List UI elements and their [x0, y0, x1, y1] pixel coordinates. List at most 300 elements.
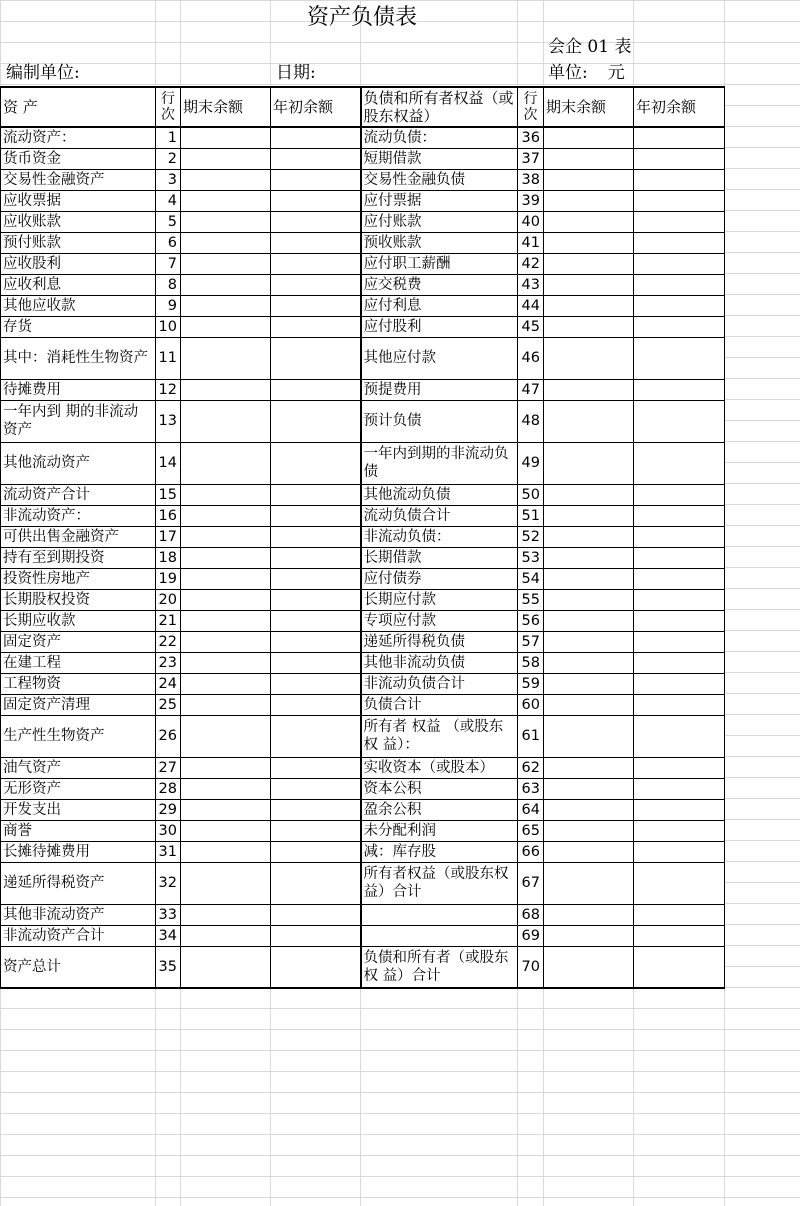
liability-end-balance[interactable]: [544, 190, 634, 211]
header-begin-balance: 年初余额: [271, 87, 361, 127]
asset-begin-balance[interactable]: [271, 610, 361, 631]
asset-line-no: 23: [156, 652, 181, 673]
asset-end-balance[interactable]: [181, 610, 271, 631]
liability-begin-balance[interactable]: [634, 484, 725, 505]
asset-line-no: 13: [156, 400, 181, 442]
header-begin-balance-right: 年初余额: [634, 87, 725, 127]
liability-begin-balance[interactable]: [634, 631, 725, 652]
table-row: [1, 631, 725, 652]
table-row: [1, 904, 725, 925]
liability-name: 非流动负债合计: [361, 673, 518, 694]
asset-name: 长期股权投资: [1, 589, 156, 610]
asset-end-balance[interactable]: [181, 379, 271, 400]
table-row: [1, 610, 725, 631]
liability-begin-balance[interactable]: [634, 274, 725, 295]
table-row: [1, 253, 725, 274]
asset-begin-balance[interactable]: [271, 148, 361, 169]
asset-end-balance[interactable]: [181, 232, 271, 253]
asset-name: 待摊费用: [1, 379, 156, 400]
asset-line-no: 26: [156, 715, 181, 757]
asset-name: 投资性房地产: [1, 568, 156, 589]
liability-name: 应付债券: [361, 568, 518, 589]
liability-line-no: 69: [518, 925, 544, 946]
asset-begin-balance[interactable]: [271, 484, 361, 505]
liability-end-balance[interactable]: [544, 400, 634, 442]
liability-line-no: 65: [518, 820, 544, 841]
liability-end-balance[interactable]: [544, 316, 634, 337]
liability-begin-balance[interactable]: [634, 295, 725, 316]
asset-end-balance[interactable]: [181, 778, 271, 799]
liability-name: 流动负债合计: [361, 505, 518, 526]
asset-begin-balance[interactable]: [271, 337, 361, 379]
asset-end-balance[interactable]: [181, 295, 271, 316]
liability-begin-balance[interactable]: [634, 862, 725, 904]
asset-line-no: 31: [156, 841, 181, 862]
asset-begin-balance[interactable]: [271, 127, 361, 148]
asset-line-no: 27: [156, 757, 181, 778]
asset-line-no: 6: [156, 232, 181, 253]
asset-line-no: 11: [156, 337, 181, 379]
asset-end-balance[interactable]: [181, 274, 271, 295]
table-row: [1, 715, 725, 757]
asset-name: 应收利息: [1, 274, 156, 295]
liability-line-no: 61: [518, 715, 544, 757]
asset-begin-balance[interactable]: [271, 547, 361, 568]
liability-end-balance[interactable]: [544, 253, 634, 274]
asset-line-no: 25: [156, 694, 181, 715]
table-row: [1, 505, 725, 526]
asset-name: 递延所得税资产: [1, 862, 156, 904]
table-row: [1, 442, 725, 484]
liability-line-no: 50: [518, 484, 544, 505]
liability-begin-balance[interactable]: [634, 715, 725, 757]
liability-end-balance[interactable]: [544, 589, 634, 610]
date-label: 日期:: [276, 63, 316, 83]
liability-end-balance[interactable]: [544, 757, 634, 778]
liability-name: 预提费用: [361, 379, 518, 400]
asset-begin-balance[interactable]: [271, 211, 361, 232]
liability-name: 负债合计: [361, 694, 518, 715]
asset-name: 流动资产合计: [1, 484, 156, 505]
liability-line-no: 38: [518, 169, 544, 190]
asset-end-balance[interactable]: [181, 148, 271, 169]
liability-line-no: 39: [518, 190, 544, 211]
asset-line-no: 28: [156, 778, 181, 799]
liability-name: 长期应付款: [361, 589, 518, 610]
header-end-balance-right: 期末余额: [544, 87, 634, 127]
asset-line-no: 4: [156, 190, 181, 211]
liability-line-no: 60: [518, 694, 544, 715]
liability-name: [361, 904, 518, 925]
asset-end-balance[interactable]: [181, 673, 271, 694]
asset-line-no: 10: [156, 316, 181, 337]
header-liabilities-equity: 负债和所有者权益（或股东权益）: [361, 87, 518, 127]
liability-begin-balance[interactable]: [634, 694, 725, 715]
liability-begin-balance[interactable]: [634, 505, 725, 526]
asset-name: 非流动资产：: [1, 505, 156, 526]
asset-begin-balance[interactable]: [271, 946, 361, 988]
asset-end-balance[interactable]: [181, 190, 271, 211]
asset-line-no: 29: [156, 799, 181, 820]
asset-end-balance[interactable]: [181, 652, 271, 673]
liability-end-balance[interactable]: [544, 169, 634, 190]
asset-end-balance[interactable]: [181, 484, 271, 505]
asset-line-no: 20: [156, 589, 181, 610]
asset-name: 商誉: [1, 820, 156, 841]
asset-end-balance[interactable]: [181, 337, 271, 379]
liability-end-balance[interactable]: [544, 232, 634, 253]
header-line-no: 行次: [156, 87, 181, 127]
table-row: [1, 862, 725, 904]
liability-end-balance[interactable]: [544, 211, 634, 232]
asset-name: 长期应收款: [1, 610, 156, 631]
asset-name: 其他应收款: [1, 295, 156, 316]
asset-end-balance[interactable]: [181, 547, 271, 568]
asset-end-balance[interactable]: [181, 526, 271, 547]
liability-begin-balance[interactable]: [634, 820, 725, 841]
liability-begin-balance[interactable]: [634, 316, 725, 337]
asset-end-balance[interactable]: [181, 757, 271, 778]
asset-name: 固定资产清理: [1, 694, 156, 715]
asset-line-no: 9: [156, 295, 181, 316]
table-row: [1, 799, 725, 820]
asset-end-balance[interactable]: [181, 715, 271, 757]
liability-line-no: 56: [518, 610, 544, 631]
liability-name: 盈余公积: [361, 799, 518, 820]
liability-end-balance[interactable]: [544, 799, 634, 820]
liability-end-balance[interactable]: [544, 568, 634, 589]
asset-begin-balance[interactable]: [271, 526, 361, 547]
liability-end-balance[interactable]: [544, 505, 634, 526]
asset-line-no: 30: [156, 820, 181, 841]
table-row: [1, 568, 725, 589]
liability-line-no: 48: [518, 400, 544, 442]
asset-name: 在建工程: [1, 652, 156, 673]
asset-name: 可供出售金融资产: [1, 526, 156, 547]
liability-end-balance[interactable]: [544, 862, 634, 904]
liability-begin-balance[interactable]: [634, 925, 725, 946]
liability-end-balance[interactable]: [544, 652, 634, 673]
asset-name: 应收票据: [1, 190, 156, 211]
asset-line-no: 17: [156, 526, 181, 547]
liability-line-no: 59: [518, 673, 544, 694]
unit-info: [548, 62, 625, 84]
liability-name: 应付股利: [361, 316, 518, 337]
liability-begin-balance[interactable]: [634, 526, 725, 547]
table-row: [1, 841, 725, 862]
asset-name: 开发支出: [1, 799, 156, 820]
asset-end-balance[interactable]: [181, 925, 271, 946]
asset-begin-balance[interactable]: [271, 169, 361, 190]
liability-name: 其他应付款: [361, 337, 518, 379]
liability-line-no: 67: [518, 862, 544, 904]
asset-line-no: 16: [156, 505, 181, 526]
liability-begin-balance[interactable]: [634, 652, 725, 673]
liability-begin-balance[interactable]: [634, 904, 725, 925]
asset-begin-balance[interactable]: [271, 904, 361, 925]
form-code: 会企 01 表: [548, 37, 632, 57]
liability-name: 所有者 权益 （或股东权 益）：: [361, 715, 518, 757]
table-row: [1, 589, 725, 610]
table-row: [1, 274, 725, 295]
asset-end-balance[interactable]: [181, 946, 271, 988]
asset-end-balance[interactable]: [181, 169, 271, 190]
liability-end-balance[interactable]: [544, 694, 634, 715]
table-row: [1, 211, 725, 232]
asset-name: 应收股利: [1, 253, 156, 274]
asset-begin-balance[interactable]: [271, 841, 361, 862]
liability-name: 负债和所有者（或股东权 益）合计: [361, 946, 518, 988]
liability-begin-balance[interactable]: [634, 337, 725, 379]
table-row: [1, 379, 725, 400]
liability-begin-balance[interactable]: [634, 190, 725, 211]
asset-name: 货币资金: [1, 148, 156, 169]
liability-begin-balance[interactable]: [634, 673, 725, 694]
liability-name: [361, 925, 518, 946]
asset-begin-balance[interactable]: [271, 862, 361, 904]
liability-name: 应付票据: [361, 190, 518, 211]
liability-end-balance[interactable]: [544, 715, 634, 757]
liability-end-balance[interactable]: [544, 127, 634, 148]
asset-end-balance[interactable]: [181, 253, 271, 274]
liability-line-no: 57: [518, 631, 544, 652]
liability-line-no: 43: [518, 274, 544, 295]
unit-value: 元: [607, 63, 625, 83]
table-row: [1, 652, 725, 673]
asset-end-balance[interactable]: [181, 694, 271, 715]
asset-name: 应收账款: [1, 211, 156, 232]
table-row: [1, 673, 725, 694]
asset-end-balance[interactable]: [181, 400, 271, 442]
liability-begin-balance[interactable]: [634, 442, 725, 484]
liability-name: 减：库存股: [361, 841, 518, 862]
asset-begin-balance[interactable]: [271, 253, 361, 274]
liability-name: 非流动负债：: [361, 526, 518, 547]
asset-name: 油气资产: [1, 757, 156, 778]
asset-begin-balance[interactable]: [271, 505, 361, 526]
liability-name: 预计负债: [361, 400, 518, 442]
liability-begin-balance[interactable]: [634, 610, 725, 631]
unit-label: 单位:: [548, 63, 588, 83]
asset-line-no: 21: [156, 610, 181, 631]
liability-begin-balance[interactable]: [634, 589, 725, 610]
asset-name: 一年内到 期的非流动 资产: [1, 400, 156, 442]
liability-end-balance[interactable]: [544, 946, 634, 988]
liability-name: 其他非流动负债: [361, 652, 518, 673]
asset-end-balance[interactable]: [181, 904, 271, 925]
asset-line-no: 18: [156, 547, 181, 568]
asset-begin-balance[interactable]: [271, 316, 361, 337]
table-row: [1, 757, 725, 778]
asset-end-balance[interactable]: [181, 505, 271, 526]
liability-name: 应交税费: [361, 274, 518, 295]
asset-line-no: 1: [156, 127, 181, 148]
table-row: [1, 169, 725, 190]
asset-begin-balance[interactable]: [271, 295, 361, 316]
asset-begin-balance[interactable]: [271, 631, 361, 652]
asset-begin-balance[interactable]: [271, 925, 361, 946]
asset-line-no: 15: [156, 484, 181, 505]
asset-line-no: 33: [156, 904, 181, 925]
asset-name: 资产总计: [1, 946, 156, 988]
liability-begin-balance[interactable]: [634, 148, 725, 169]
liability-end-balance[interactable]: [544, 148, 634, 169]
liability-begin-balance[interactable]: [634, 757, 725, 778]
asset-line-no: 5: [156, 211, 181, 232]
table-row: [1, 820, 725, 841]
liability-line-no: 40: [518, 211, 544, 232]
asset-name: 其中：消耗性生物资产: [1, 337, 156, 379]
liability-begin-balance[interactable]: [634, 799, 725, 820]
asset-begin-balance[interactable]: [271, 715, 361, 757]
header-asset: 资 产: [1, 87, 156, 127]
asset-begin-balance[interactable]: [271, 589, 361, 610]
asset-name: 存货: [1, 316, 156, 337]
asset-end-balance[interactable]: [181, 631, 271, 652]
table-row: [1, 778, 725, 799]
asset-name: 长摊待摊费用: [1, 841, 156, 862]
table-row: [1, 148, 725, 169]
asset-line-no: 7: [156, 253, 181, 274]
table-row: [1, 925, 725, 946]
asset-line-no: 3: [156, 169, 181, 190]
liability-line-no: 52: [518, 526, 544, 547]
liability-end-balance[interactable]: [544, 526, 634, 547]
liability-name: 应付职工薪酬: [361, 253, 518, 274]
liability-end-balance[interactable]: [544, 778, 634, 799]
liability-name: 实收资本（或股本）: [361, 757, 518, 778]
asset-end-balance[interactable]: [181, 799, 271, 820]
asset-begin-balance[interactable]: [271, 274, 361, 295]
liability-name: 长期借款: [361, 547, 518, 568]
asset-begin-balance[interactable]: [271, 379, 361, 400]
liability-line-no: 66: [518, 841, 544, 862]
table-row: [1, 316, 725, 337]
report-title: 资产负债表: [306, 5, 417, 30]
liability-end-balance[interactable]: [544, 295, 634, 316]
asset-name: 非流动资产合计: [1, 925, 156, 946]
liability-end-balance[interactable]: [544, 610, 634, 631]
liability-end-balance[interactable]: [544, 337, 634, 379]
liability-name: 应付账款: [361, 211, 518, 232]
asset-begin-balance[interactable]: [271, 652, 361, 673]
liability-end-balance[interactable]: [544, 484, 634, 505]
asset-name: 固定资产: [1, 631, 156, 652]
header-row: [1, 87, 725, 127]
liability-begin-balance[interactable]: [634, 127, 725, 148]
liability-begin-balance[interactable]: [634, 379, 725, 400]
liability-begin-balance[interactable]: [634, 232, 725, 253]
liability-name: 短期借款: [361, 148, 518, 169]
liability-line-no: 58: [518, 652, 544, 673]
liability-line-no: 68: [518, 904, 544, 925]
asset-begin-balance[interactable]: [271, 820, 361, 841]
asset-begin-balance[interactable]: [271, 799, 361, 820]
asset-begin-balance[interactable]: [271, 442, 361, 484]
asset-end-balance[interactable]: [181, 820, 271, 841]
liability-end-balance[interactable]: [544, 631, 634, 652]
liability-end-balance[interactable]: [544, 841, 634, 862]
asset-line-no: 14: [156, 442, 181, 484]
liability-line-no: 46: [518, 337, 544, 379]
liability-line-no: 49: [518, 442, 544, 484]
liability-name: 预收账款: [361, 232, 518, 253]
liability-line-no: 51: [518, 505, 544, 526]
asset-name: 其他流动资产: [1, 442, 156, 484]
asset-end-balance[interactable]: [181, 127, 271, 148]
liability-line-no: 55: [518, 589, 544, 610]
table-row: [1, 526, 725, 547]
liability-line-no: 62: [518, 757, 544, 778]
liability-end-balance[interactable]: [544, 379, 634, 400]
asset-line-no: 24: [156, 673, 181, 694]
liability-end-balance[interactable]: [544, 274, 634, 295]
liability-line-no: 54: [518, 568, 544, 589]
liability-line-no: 70: [518, 946, 544, 988]
compiler-label: 编制单位:: [6, 63, 80, 83]
liability-end-balance[interactable]: [544, 904, 634, 925]
asset-line-no: 32: [156, 862, 181, 904]
liability-end-balance[interactable]: [544, 820, 634, 841]
liability-line-no: 53: [518, 547, 544, 568]
asset-name: 工程物资: [1, 673, 156, 694]
liability-begin-balance[interactable]: [634, 400, 725, 442]
liability-begin-balance[interactable]: [634, 211, 725, 232]
asset-end-balance[interactable]: [181, 841, 271, 862]
asset-begin-balance[interactable]: [271, 778, 361, 799]
liability-begin-balance[interactable]: [634, 946, 725, 988]
liability-end-balance[interactable]: [544, 925, 634, 946]
table-row: [1, 232, 725, 253]
table-row: [1, 127, 725, 148]
liability-begin-balance[interactable]: [634, 547, 725, 568]
asset-line-no: 2: [156, 148, 181, 169]
asset-begin-balance[interactable]: [271, 232, 361, 253]
liability-end-balance[interactable]: [544, 547, 634, 568]
asset-end-balance[interactable]: [181, 862, 271, 904]
asset-name: 交易性金融资产: [1, 169, 156, 190]
table-row: [1, 946, 725, 988]
asset-begin-balance[interactable]: [271, 568, 361, 589]
asset-end-balance[interactable]: [181, 568, 271, 589]
asset-begin-balance[interactable]: [271, 673, 361, 694]
liability-end-balance[interactable]: [544, 673, 634, 694]
liability-begin-balance[interactable]: [634, 568, 725, 589]
liability-line-no: 45: [518, 316, 544, 337]
liability-end-balance[interactable]: [544, 442, 634, 484]
liability-begin-balance[interactable]: [634, 841, 725, 862]
liability-name: 应付利息: [361, 295, 518, 316]
liability-begin-balance[interactable]: [634, 778, 725, 799]
asset-end-balance[interactable]: [181, 316, 271, 337]
asset-end-balance[interactable]: [181, 589, 271, 610]
asset-line-no: 12: [156, 379, 181, 400]
asset-begin-balance[interactable]: [271, 400, 361, 442]
table-row: [1, 337, 725, 379]
table-row: [1, 400, 725, 442]
liability-name: 资本公积: [361, 778, 518, 799]
asset-begin-balance[interactable]: [271, 694, 361, 715]
asset-end-balance[interactable]: [181, 442, 271, 484]
liability-begin-balance[interactable]: [634, 253, 725, 274]
asset-line-no: 8: [156, 274, 181, 295]
asset-begin-balance[interactable]: [271, 190, 361, 211]
asset-begin-balance[interactable]: [271, 757, 361, 778]
asset-end-balance[interactable]: [181, 211, 271, 232]
table-row: [1, 694, 725, 715]
liability-line-no: 37: [518, 148, 544, 169]
liability-begin-balance[interactable]: [634, 169, 725, 190]
